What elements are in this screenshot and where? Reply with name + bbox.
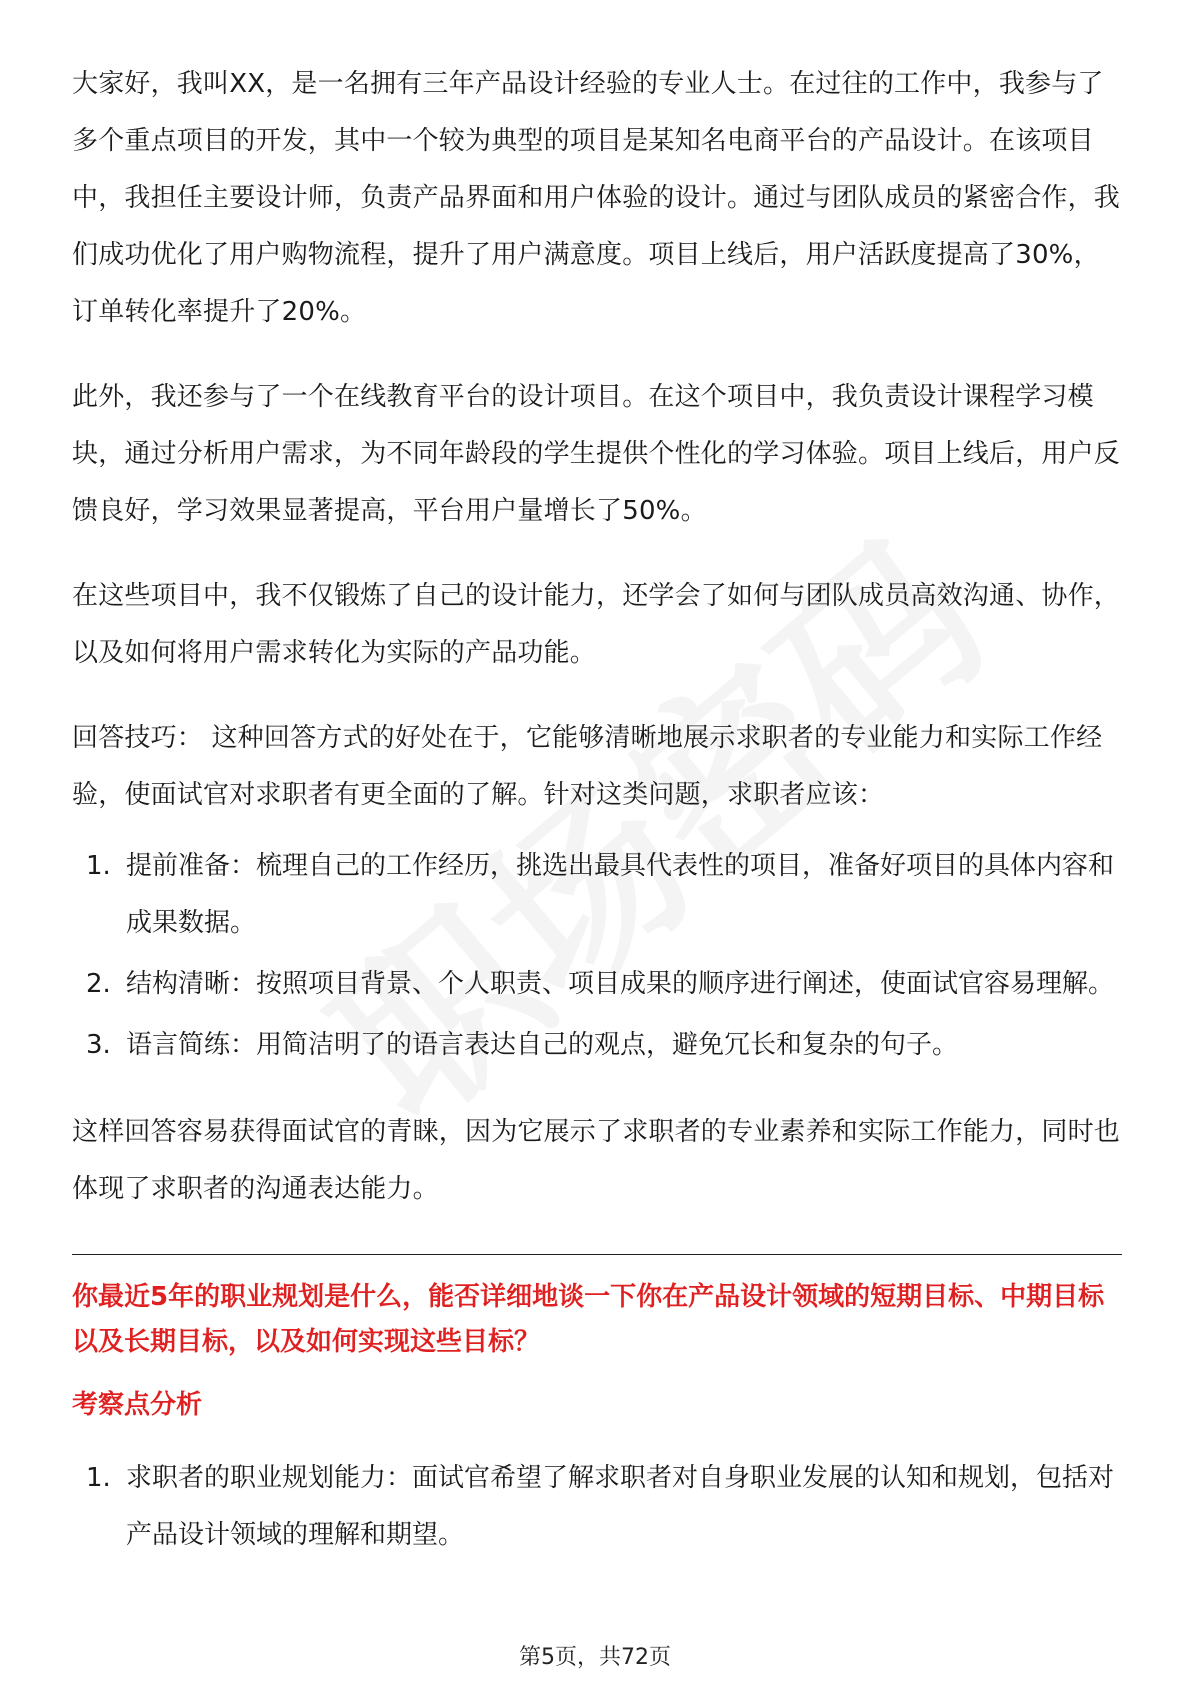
- list-item-text: 结构清晰：按照项目背景、个人职责、项目成果的顺序进行阐述，使面试官容易理解。: [126, 969, 1115, 999]
- list-item-text: 提前准备：梳理自己的工作经历，挑选出最具代表性的项目，准备好项目的具体内容和成果数据。: [126, 851, 1115, 938]
- list-number: 1.: [86, 851, 111, 881]
- list-number: 1.: [86, 1463, 111, 1493]
- page-footer: 第5页，共72页: [519, 1645, 671, 1670]
- paragraph-answer-tips: 回答技巧： 这种回答方式的好处在于，它能够清晰地展示求职者的专业能力和实际工作经验，使面试官对求职者有更全面的了解。针对这类问题，求职者应该：: [72, 723, 1103, 810]
- paragraph-education-project: 此外，我还参与了一个在线教育平台的设计项目。在这个项目中，我负责设计课程学习模块，通过分析用户需求，为不同年龄段的学生提供个性化的学习体验。项目上线后，用户反馈良好，学习效果显著提高，平台用户量增长了50%。: [72, 382, 1121, 526]
- page-content: [72, 56, 1122, 1594]
- section-divider: [72, 1254, 1122, 1255]
- paragraph-closing: 这样回答容易获得面试官的青睐，因为它展示了求职者的专业素养和实际工作能力，同时也体现了求职者的沟通表达能力。: [72, 1117, 1121, 1204]
- interview-question: 你最近5年的职业规划是什么，能否详细地谈一下你在产品设计领域的短期目标、中期目标以及长期目标，以及如何实现这些目标？: [72, 1282, 1105, 1357]
- list-item-text: 语言简练：用简洁明了的语言表达自己的观点，避免冗长和复杂的句子。: [126, 1030, 959, 1060]
- list-item-text: 求职者的职业规划能力：面试官希望了解求职者对自身职业发展的认知和规划，包括对产品设计领域的理解和期望。: [126, 1463, 1115, 1550]
- list-item: [72, 1450, 1122, 1564]
- analysis-list: [72, 1450, 1122, 1564]
- list-item: [72, 956, 1122, 1013]
- list-number: 2.: [86, 969, 111, 999]
- paragraph-intro: 大家好，我叫XX，是一名拥有三年产品设计经验的专业人士。在过往的工作中，我参与了多个重点项目的开发，其中一个较为典型的项目是某知名电商平台的产品设计。在该项目中，我担任主要设计师，负责产品界面和用户体验的设计。通过与团队成员的紧密合作，我们成功优化了用户购物流程，提升了用户满意度。项目上线后，用户活跃度提高了30%，订单转化率提升了20%。: [72, 69, 1121, 327]
- section-title: 考察点分析: [72, 1390, 203, 1420]
- paragraph-skills: 在这些项目中，我不仅锻炼了自己的设计能力，还学会了如何与团队成员高效沟通、协作，以及如何将用户需求转化为实际的产品功能。: [72, 581, 1121, 668]
- list-item: [72, 838, 1122, 952]
- list-item: [72, 1017, 1122, 1074]
- tips-list: [72, 838, 1122, 1074]
- list-number: 3.: [86, 1030, 111, 1060]
